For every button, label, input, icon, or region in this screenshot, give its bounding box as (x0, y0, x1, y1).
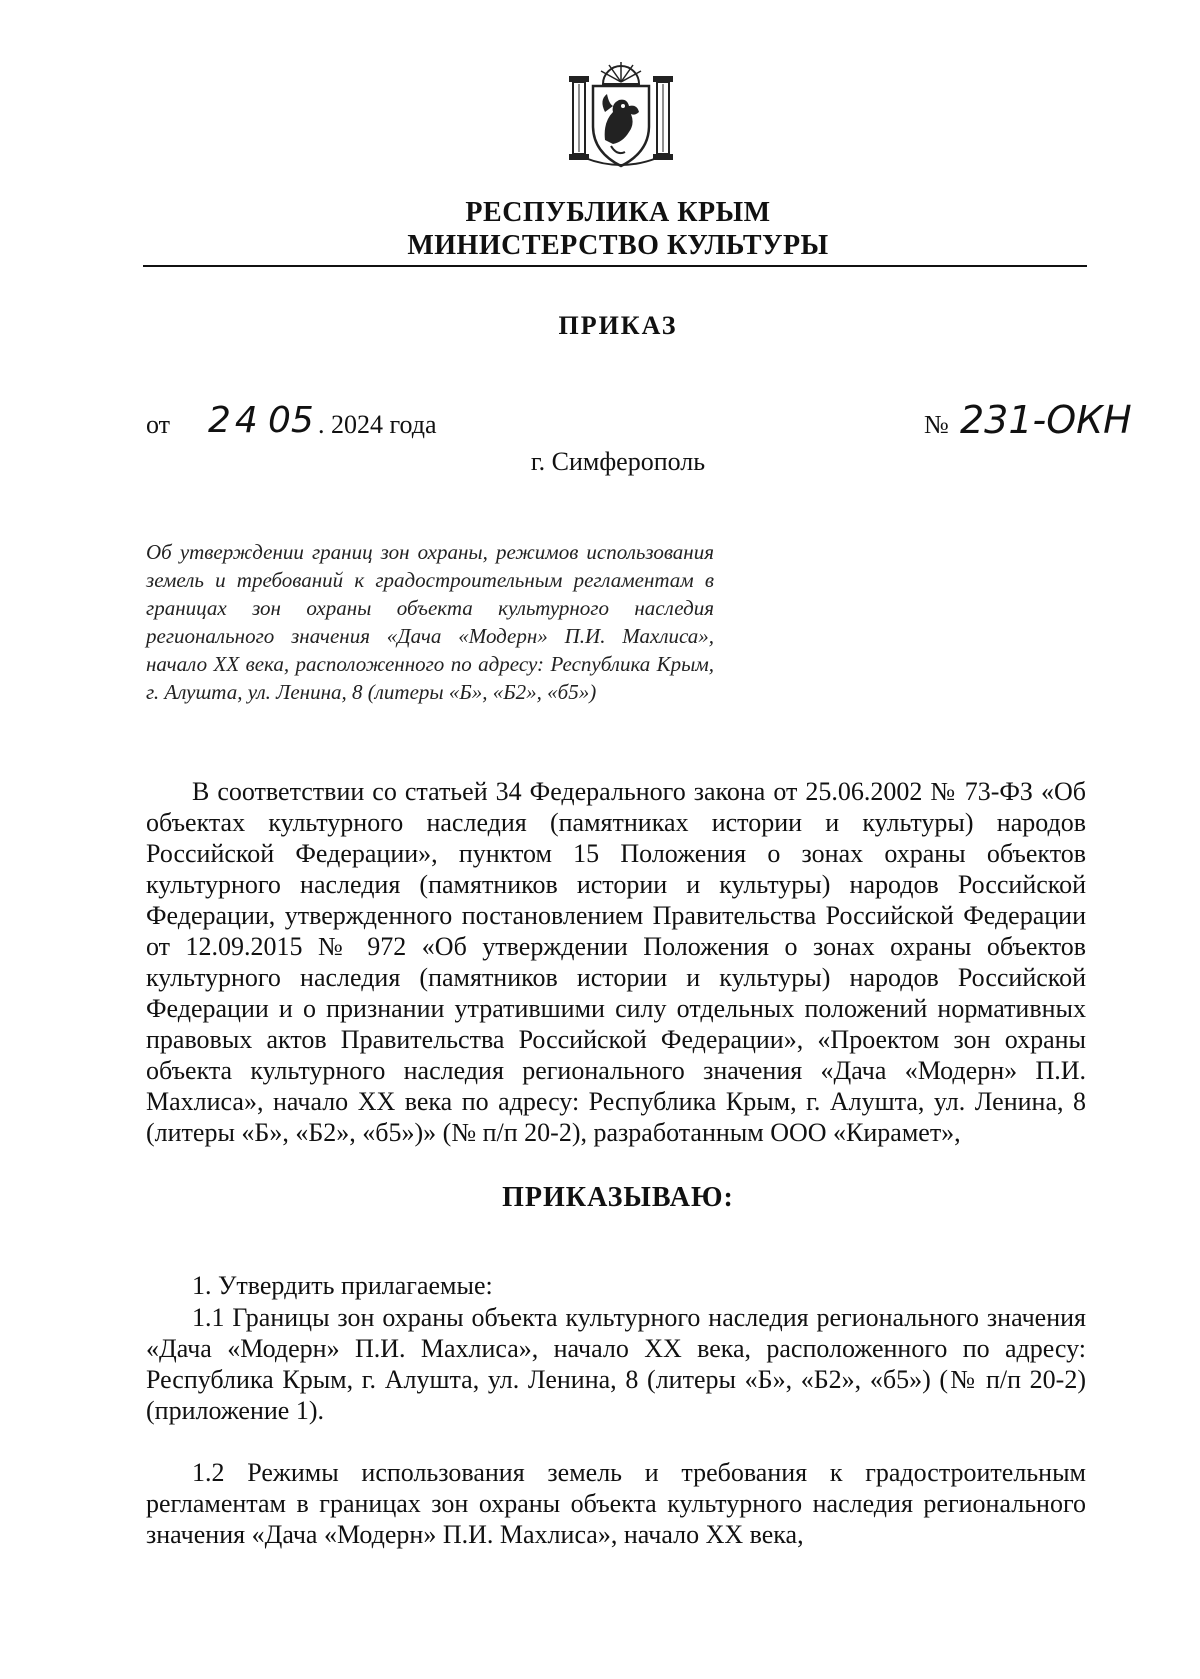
document-subject: Об утверждении границ зон охраны, режимов использования земель и требований к градостроительным регламентам в границах зон охраны объекта культурного наследия регионального значения «Дача «Модерн» П.И. Махлиса», начало XX века, расположенного по адресу: Республика Крым, г. Алушта, ул. Ленина, 8 (литеры «Б», «Б2», «б5») (146, 540, 714, 704)
order-item-1-1: 1.1 Границы зон охраны объекта культурного наследия регионального значения «Дача «Модерн» П.И. Махлиса», начало XX века, расположенного по адресу: Республика Крым, г. Алушта, ул. Ленина, 8 (литеры «Б», «Б2», «б5») (№ п/п 20-2) (приложение 1). (146, 1303, 1086, 1425)
number-handwritten: 231-ОКН (960, 398, 1132, 442)
date-year: . 2024 года (318, 410, 437, 439)
order-item-1: 1. Утвердить прилагаемые: (192, 1271, 493, 1300)
header-republic: РЕСПУБЛИКА КРЫМ (465, 197, 771, 228)
crimea-coat-of-arms-icon (565, 60, 677, 172)
date-month-handwritten: 05 (268, 400, 314, 441)
number-label: № (924, 410, 949, 439)
preamble-paragraph: В соответствии со статьей 34 Федерального закона от 25.06.2002 № 73-ФЗ «Об объектах культурного наследия (памятниках истории и культуры) народов Российской Федерации», пунктом 15 Положения о зонах охраны объектов культурного наследия (памятников истории и культуры) народов Российской Федерации, утвержденного постановлением Правительства Российской Федерации от 12.09.2015 № 972 «Об утверждении Положения о зонах охраны объектов культурного наследия (памятников истории и культуры) народов Российской Федерации и о признании утратившими силу отдельных положений нормативных правовых актов Правительства Российской Федерации», «Проектом зон охраны объекта культурного наследия регионального значения «Дача «Модерн» П.И. Махлиса», начало XX века по адресу: Республика Крым, г. Алушта, ул. Ленина, 8 (литеры «Б», «Б2», «б5»)» (№ п/п 20-2), разработанным ООО «Кирамет», (146, 777, 1086, 1147)
date-prefix: от (146, 410, 171, 439)
order-item-1-2: 1.2 Режимы использования земель и требования к градостроительным регламентам в границах зон охраны объекта культурного наследия регионального значения «Дача «Модерн» П.И. Махлиса», начало XX века, (146, 1458, 1086, 1549)
document-title: ПРИКАЗ (558, 311, 678, 340)
city: г. Симферополь (530, 447, 706, 476)
header-ministry: МИНИСТЕРСТВО КУЛЬТУРЫ (407, 230, 829, 261)
header-divider (143, 265, 1087, 267)
date-day-handwritten: 24 (208, 400, 262, 441)
order-heading: ПРИКАЗЫВАЮ: (502, 1182, 734, 1213)
